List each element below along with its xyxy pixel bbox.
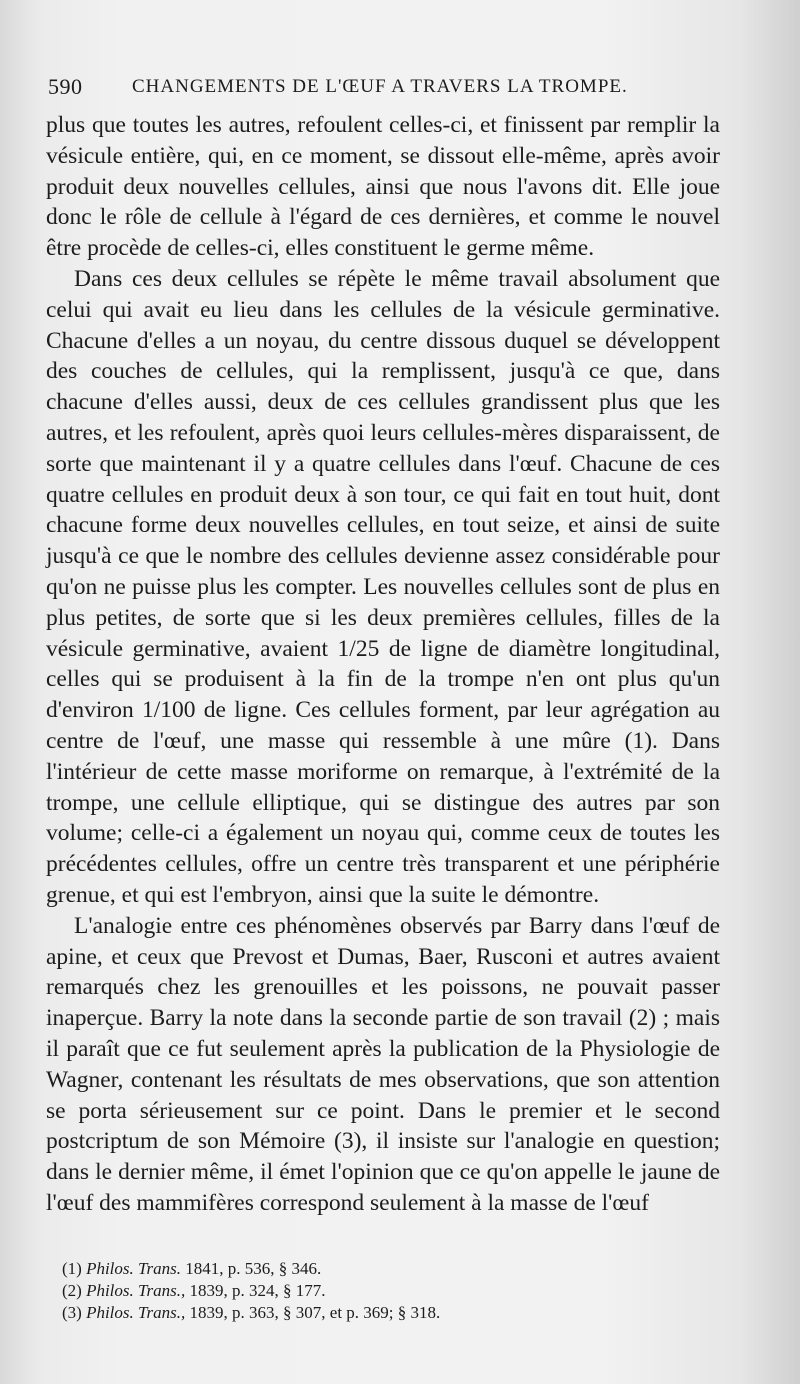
footnote-marker: (2): [62, 1281, 82, 1300]
footnote-marker: (1): [62, 1259, 82, 1278]
footnote: [62, 1302, 722, 1324]
running-title: CHANGEMENTS DE L'ŒUF A TRAVERS LA TROMPE.: [132, 76, 628, 97]
footnotes: [62, 1258, 722, 1324]
footnote: [62, 1280, 722, 1302]
footnote-marker: (3): [62, 1303, 82, 1322]
footnote: [62, 1258, 722, 1280]
footnote-source: Philos. Trans.,: [86, 1303, 186, 1322]
footnote-source: Philos. Trans.,: [86, 1281, 186, 1300]
footnote-details: 1841, p. 536, § 346.: [185, 1259, 322, 1278]
running-header: [48, 74, 748, 104]
footnote-details: 1839, p. 363, § 307, et p. 369; § 318.: [189, 1303, 441, 1322]
body-text: [46, 110, 720, 1219]
page-number: 590: [48, 74, 83, 99]
paragraph: L'analogie entre ces phénomènes observés par Barry dans l'œuf de apine, et ceux que Prevost et Dumas, Baer, Rusconi et autres avaient remarqués chez les grenouilles et les poissons, ne pouvait passer inaperçue. Barry la note dans la seconde partie de son travail (2) ; mais il paraît que ce fut seulement après la publication de la Physiologie de Wagner, contenant les résultats de mes observations, que son attention se porta sérieusement sur ce point. Dans le premier et le second postcriptum de son Mémoire (3), il insiste sur l'analogie en question; dans le dernier même, il émet l'opinion que ce qu'on appelle le jaune de l'œuf des mammifères correspond seulement à la masse de l'œuf: [46, 912, 720, 1216]
footnote-source: Philos. Trans.: [86, 1259, 182, 1278]
paragraph-continued: plus que toutes les autres, refoulent celles-ci, et finissent par remplir la vésicule entière, qui, en ce moment, se dissout elle-même, après avoir produit deux nouvelles cellules, ainsi que nous l'avons dit. Elle joue donc le rôle de cellule à l'égard de ces dernières, et comme le nouvel être procède de celles-ci, elles constituent le germe même.: [46, 112, 720, 262]
paragraph: Dans ces deux cellules se répète le même travail absolument que celui qui avait eu lieu dans les cellules de la vésicule germinative. Chacune d'elles a un noyau, du centre dissous duquel se développent des couches de cellules, qui la remplissent, jusqu'à ce que, dans chacune d'elles aussi, deux de ces cellules grandissent plus que les autres, et les refoulent, après quoi leurs cellules-mères disparaissent, de sorte que maintenant il y a quatre cellules dans l'œuf. Chacune de ces quatre cellules en produit deux à son tour, ce qui fait en tout huit, dont chacune forme deux nouvelles cellules, en tout seize, et ainsi de suite jusqu'à ce que le nombre des cellules devienne assez considérable pour qu'on ne puisse plus les compter. Les nouvelles cellules sont de plus en plus petites, de sorte que si les deux premières cellules, filles de la vésicule germinative, avaient 1/25 de ligne de diamètre longitudinal, celles qui se produisent à la fin de la trompe n'en ont plus qu'un d'environ 1/100 de ligne. Ces cellules forment, par leur agrégation au centre de l'œuf, une masse qui ressemble à une mûre (1). Dans l'intérieur de cette masse moriforme on remarque, à l'extrémité de la trompe, une cellule elliptique, qui se distingue des autres par son volume; celle-ci a également un noyau qui, comme ceux de toutes les précédentes cellules, offre un centre très transparent et une périphérie grenue, et qui est l'embryon, ainsi que la suite le démontre.: [46, 265, 720, 908]
footnote-details: 1839, p. 324, § 177.: [189, 1281, 326, 1300]
